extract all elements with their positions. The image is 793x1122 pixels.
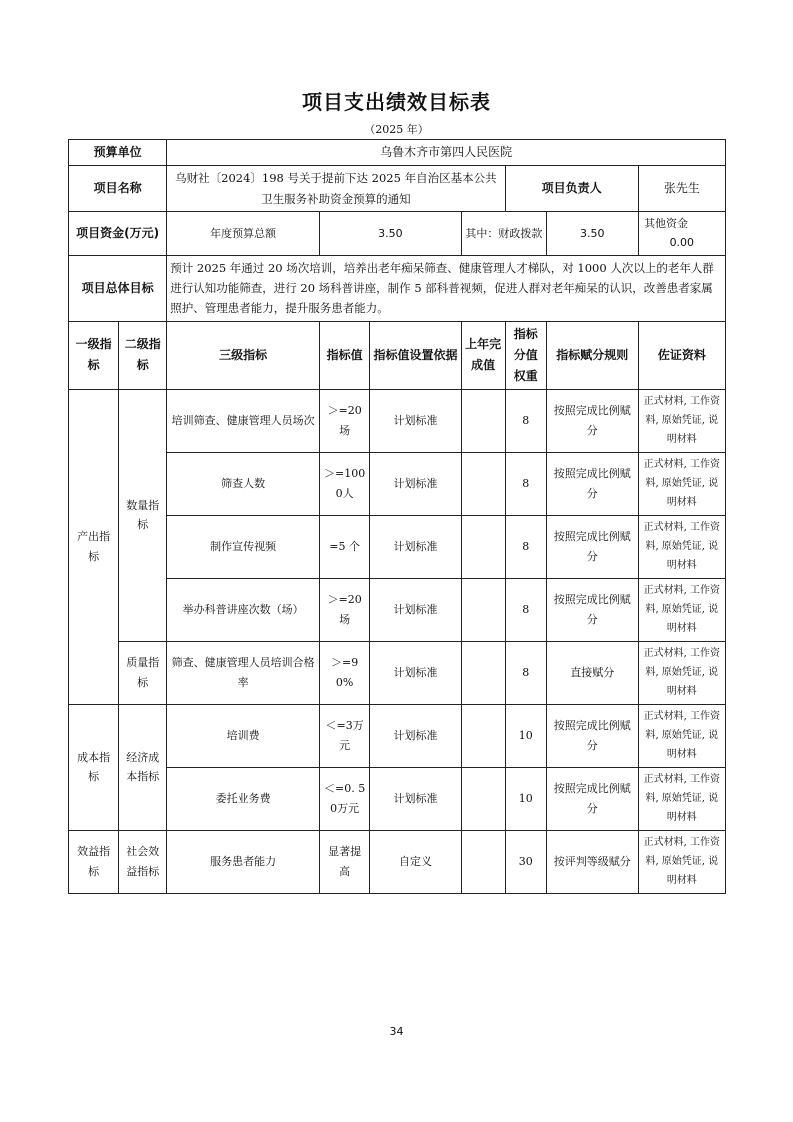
- table-row-rule: 按照完成比例赋分: [546, 389, 638, 452]
- table-row-rule: 按照完成比例赋分: [546, 515, 638, 578]
- table-row-evidence: 正式材料, 工作资料, 原始凭证, 说明材料: [638, 389, 725, 452]
- annual-budget-value: 3.50: [320, 212, 462, 256]
- table-row-weight: 8: [505, 515, 546, 578]
- group-econ-cost: 经济成本指标: [119, 704, 167, 830]
- table-row-evidence: 正式材料, 工作资料, 原始凭证, 说明材料: [638, 704, 725, 767]
- table-row-weight: 10: [505, 767, 546, 830]
- table-row-indicator: 委托业务费: [167, 767, 320, 830]
- fiscal-label: 其中：财政拨款: [461, 212, 546, 256]
- table-row-weight: 8: [505, 389, 546, 452]
- table-row-basis: 计划标准: [370, 641, 462, 704]
- table-row-basis: 计划标准: [370, 704, 462, 767]
- table-row-prev: [461, 515, 505, 578]
- table-row-value: 显著提高: [320, 830, 370, 893]
- group-benefit: 效益指标: [69, 830, 119, 893]
- table-row-weight: 8: [505, 452, 546, 515]
- table-row-prev: [461, 830, 505, 893]
- table-row-value: ＜=3万元: [320, 704, 370, 767]
- table-row-indicator: 培训筛查、健康管理人员场次: [167, 389, 320, 452]
- table-row-basis: 自定义: [370, 830, 462, 893]
- page-number: 34: [389, 1025, 404, 1038]
- table-row-indicator: 筛查、健康管理人员培训合格率: [167, 641, 320, 704]
- budget-unit-label: 预算单位: [69, 140, 167, 166]
- group-output: 产出指标: [69, 389, 119, 704]
- table-row-rule: 按照完成比例赋分: [546, 578, 638, 641]
- table-row-indicator: 制作宣传视频: [167, 515, 320, 578]
- table-row-indicator: 服务患者能力: [167, 830, 320, 893]
- budget-unit-value: 乌鲁木齐市第四人民医院: [167, 140, 726, 166]
- table-row-value: ＞=90%: [320, 641, 370, 704]
- table-row-basis: 计划标准: [370, 515, 462, 578]
- table-row-indicator: 举办科普讲座次数（场）: [167, 578, 320, 641]
- group-social-benefit: 社会效益指标: [119, 830, 167, 893]
- col-header-weight: 指标分值权重: [505, 321, 546, 389]
- table-row-basis: 计划标准: [370, 452, 462, 515]
- table-row-value: ＜=0. 50万元: [320, 767, 370, 830]
- table-row-basis: 计划标准: [370, 389, 462, 452]
- table-row-evidence: 正式材料, 工作资料, 原始凭证, 说明材料: [638, 767, 725, 830]
- table-row-rule: 按照完成比例赋分: [546, 704, 638, 767]
- table-row-value: ＞=1000人: [320, 452, 370, 515]
- table-row-value: ＞=20场: [320, 578, 370, 641]
- table-row-evidence: 正式材料, 工作资料, 原始凭证, 说明材料: [638, 830, 725, 893]
- table-row-prev: [461, 578, 505, 641]
- table-row-evidence: 正式材料, 工作资料, 原始凭证, 说明材料: [638, 578, 725, 641]
- project-owner-label: 项目负责人: [505, 166, 638, 212]
- year-label: （2025 年）: [364, 123, 429, 136]
- project-owner-value: 张先生: [638, 166, 725, 212]
- table-row-indicator: 培训费: [167, 704, 320, 767]
- table-row-rule: 按照完成比例赋分: [546, 767, 638, 830]
- col-header-level1: 一级指标: [69, 321, 119, 389]
- project-name-value: 乌财社〔2024〕198 号关于提前下达 2025 年自治区基本公共卫生服务补助资金预算的通知: [167, 166, 505, 212]
- group-quality: 质量指标: [119, 641, 167, 704]
- group-quantity: 数量指标: [119, 389, 167, 641]
- table-row-weight: 8: [505, 641, 546, 704]
- table-row-prev: [461, 452, 505, 515]
- table-row-value: =5 个: [320, 515, 370, 578]
- col-header-rule: 指标赋分规则: [546, 321, 638, 389]
- col-header-basis: 指标值设置依据: [370, 321, 462, 389]
- other-funds-value: 0.00: [669, 236, 695, 250]
- performance-table: [68, 139, 726, 894]
- other-funds-cell: [638, 212, 725, 256]
- table-row-basis: 计划标准: [370, 767, 462, 830]
- annual-budget-label: 年度预算总额: [167, 212, 320, 256]
- table-row-evidence: 正式材料, 工作资料, 原始凭证, 说明材料: [638, 515, 725, 578]
- goal-label: 项目总体目标: [69, 255, 167, 321]
- table-row-evidence: 正式材料, 工作资料, 原始凭证, 说明材料: [638, 452, 725, 515]
- table-row-prev: [461, 389, 505, 452]
- funds-label: 项目资金(万元): [69, 212, 167, 256]
- table-row-evidence: 正式材料, 工作资料, 原始凭证, 说明材料: [638, 641, 725, 704]
- fiscal-value: 3.50: [546, 212, 638, 256]
- table-row-basis: 计划标准: [370, 578, 462, 641]
- project-name-label: 项目名称: [69, 166, 167, 212]
- table-row-prev: [461, 704, 505, 767]
- table-row-weight: 8: [505, 578, 546, 641]
- table-row-weight: 30: [505, 830, 546, 893]
- table-row-value: ＞=20场: [320, 389, 370, 452]
- page-title: 项目支出绩效目标表: [302, 90, 491, 114]
- table-row-rule: 直接赋分: [546, 641, 638, 704]
- col-header-value: 指标值: [320, 321, 370, 389]
- table-row-prev: [461, 767, 505, 830]
- other-funds-label: 其他资金: [644, 217, 689, 230]
- table-row-weight: 10: [505, 704, 546, 767]
- col-header-level3: 三级指标: [167, 321, 320, 389]
- col-header-prev: 上年完成值: [461, 321, 505, 389]
- table-row-rule: 按评判等级赋分: [546, 830, 638, 893]
- col-header-evidence: 佐证资料: [638, 321, 725, 389]
- col-header-level2: 二级指标: [119, 321, 167, 389]
- table-row-prev: [461, 641, 505, 704]
- table-row-rule: 按照完成比例赋分: [546, 452, 638, 515]
- goal-value: 预计 2025 年通过 20 场次培训，培养出老年痴呆筛查、健康管理人才梯队，对 1000 人次以上的老年人群进行认知功能筛查，进行 20 场科普讲座，制作 5 部科普视频，促进人群对老年痴呆的认识，改善患者家属照护、管理患者能力，提升服务患者能力。: [167, 255, 726, 321]
- table-row-indicator: 筛查人数: [167, 452, 320, 515]
- group-cost: 成本指标: [69, 704, 119, 830]
